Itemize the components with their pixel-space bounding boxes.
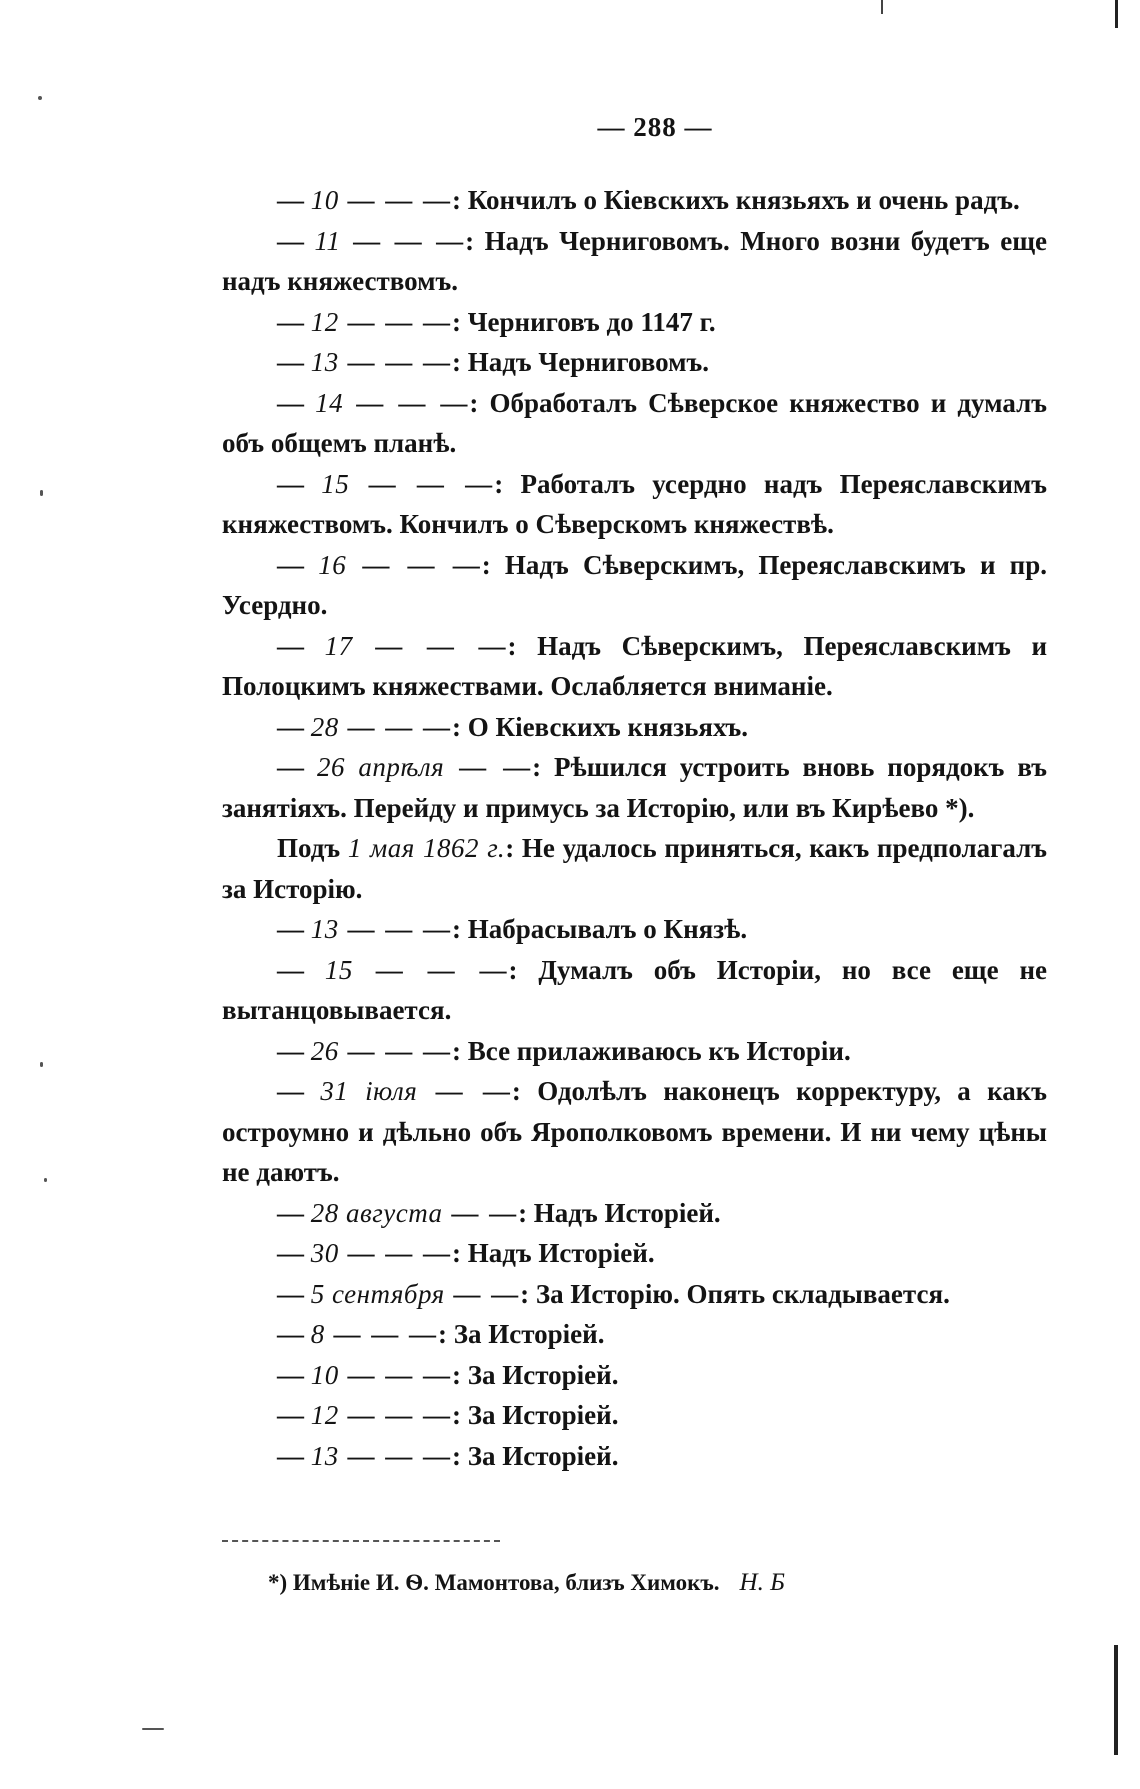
entry-text: : Набрасывалъ о Князѣ. [452, 914, 748, 944]
entry-dashes: — — — [338, 711, 452, 742]
entry-dashes: — — — [338, 1359, 452, 1390]
diary-entry [222, 1031, 1047, 1072]
entry-dashes: — — — [338, 914, 452, 944]
entry-dashes: — — [444, 1278, 521, 1309]
entry-lead: — [277, 1440, 311, 1471]
entry-text: : Кончилъ о Кіевскихъ князьяхъ и очень радъ. [452, 185, 1020, 215]
entry-date: 5 сентября [310, 1278, 445, 1309]
diary-entry [222, 1436, 1047, 1477]
scan-edge-mark [1114, 1645, 1118, 1755]
entry-dashes: — — — [352, 630, 508, 661]
diary-entry [222, 180, 1047, 221]
diary-entry [222, 383, 1047, 464]
entry-text: : Не удалось приняться, какъ предполагалъ за Исторію. [222, 833, 1048, 904]
entry-lead: — [277, 630, 325, 661]
diary-entry [222, 464, 1047, 545]
entry-lead: — [277, 347, 311, 377]
entry-dashes: — — — [338, 1238, 452, 1268]
entry-lead: — [277, 1278, 311, 1309]
entry-date: 8 [310, 1319, 325, 1349]
entry-lead: Подъ [277, 833, 348, 863]
entry-date: 13 [310, 914, 339, 944]
diary-entry [222, 1395, 1047, 1436]
entry-date: 10 [310, 1359, 339, 1390]
entry-dashes: — — — [338, 306, 452, 337]
entry-lead: — [277, 1238, 311, 1268]
footnote-text: *) Имѣніе И. Ѳ. Мамонтова, близъ Химокъ. [268, 1570, 720, 1595]
scan-speck [40, 490, 43, 496]
entry-lead: — [277, 225, 315, 256]
entry-dashes: — — — [346, 549, 482, 580]
entry-text: : За Исторіей. [452, 1400, 619, 1430]
entry-date: 28 августа [310, 1197, 443, 1228]
entry-lead: — [277, 468, 322, 499]
entry-dashes: — — — [340, 225, 466, 256]
entry-text: : Надъ Черниговомъ. [452, 347, 710, 377]
entry-text: : За Исторіей. [452, 1440, 619, 1471]
entry-date: 11 [314, 225, 341, 256]
entry-dashes: — — — [352, 954, 509, 985]
diary-entry [222, 1314, 1047, 1355]
entry-dashes: — — — [338, 185, 452, 215]
entry-date: 26 апрѣля [316, 752, 445, 782]
diary-entry [222, 1274, 1047, 1315]
diary-entry [222, 1193, 1047, 1234]
entry-text: : Рѣшился устроить вновь порядокъ въ занятіяхъ. Перейду и примусь за Исторію, или въ Кирѣево *). [222, 752, 1048, 823]
entry-lead: — [277, 1359, 311, 1390]
entry-date: 12 [310, 306, 339, 337]
entry-text: : Черниговъ до 1147 г. [452, 306, 716, 337]
diary-entry [222, 545, 1047, 626]
entry-date: 1 мая 1862 г. [347, 833, 506, 863]
entry-text: : Одолѣлъ наконецъ корректуру, а какъ остроумно и дѣльно объ Ярополковомъ времени. И ни чему цѣны не даютъ. [222, 1076, 1048, 1187]
entry-lead: — [277, 1319, 311, 1349]
entry-date: 15 [324, 954, 353, 985]
entry-text: : Надъ Исторіей. [518, 1197, 721, 1228]
entry-lead: — [277, 1035, 311, 1066]
footnote-divider [222, 1540, 500, 1542]
entry-lead: — [277, 306, 311, 337]
entry-dashes: — — — [338, 1035, 452, 1066]
entry-text: : Обработалъ Сѣверское княжество и думалъ объ общемъ планѣ. [222, 387, 1047, 458]
entry-dashes: — — [444, 752, 533, 782]
diary-entry [222, 707, 1047, 748]
scan-mark [881, 0, 883, 14]
scan-speck [38, 96, 42, 100]
entry-date: 10 [310, 185, 339, 215]
diary-entry [222, 909, 1047, 950]
entry-date: 15 [321, 468, 350, 499]
entry-dashes: — — — [338, 1440, 452, 1471]
entry-lead: — [277, 752, 317, 782]
entry-text: : Надъ Сѣверскимъ, Переяславскимъ и пр. Усердно. [222, 549, 1048, 620]
entry-lead: — [277, 914, 311, 944]
entry-date: 30 [310, 1238, 339, 1268]
entry-date: 13 [310, 1440, 339, 1471]
entry-text: : Надъ Сѣверскимъ, Переяславскимъ и Полоцкимъ княжествами. Ослабляется вниманіе. [222, 630, 1048, 701]
entry-text: : Надъ Черниговомъ. Много возни будетъ еще надъ княжествомъ. [222, 225, 1048, 296]
footnote-initials: Н. Б [739, 1569, 785, 1596]
entry-lead: — [277, 185, 311, 215]
entry-dashes: — — — [324, 1319, 438, 1349]
entry-lead: — [277, 1400, 311, 1430]
diary-entry [222, 747, 1047, 828]
entry-text: : Надъ Исторіей. [452, 1238, 655, 1268]
diary-entry [222, 1233, 1047, 1274]
diary-entry [222, 950, 1047, 1031]
entry-dashes: — — [442, 1197, 519, 1228]
entry-dashes: — — — [338, 1400, 452, 1430]
entry-date: 17 [324, 630, 353, 661]
entry-dashes: — — — [349, 468, 495, 499]
diary-entry [222, 828, 1047, 909]
scan-speck [44, 1178, 47, 1182]
entry-date: 13 [310, 347, 339, 377]
scan-edge-mark [1115, 0, 1118, 28]
entry-text: : За Исторіей. [438, 1319, 605, 1349]
scan-speck [142, 1728, 164, 1730]
diary-entry [222, 626, 1047, 707]
entry-text: : Все прилаживаюсь къ Исторіи. [452, 1035, 851, 1066]
entry-lead: — [277, 711, 311, 742]
entry-lead: — [277, 387, 316, 418]
entry-lead: — [277, 954, 325, 985]
page-number: — 288 — [597, 112, 713, 142]
scan-speck [40, 1062, 43, 1067]
diary-entries [222, 180, 1047, 1476]
entry-dashes: — — — [338, 347, 452, 377]
entry-text: : О Кіевскихъ князьяхъ. [452, 711, 748, 742]
entry-dashes: — — — [343, 387, 470, 418]
diary-entry [222, 1355, 1047, 1396]
diary-entry [222, 221, 1047, 302]
entry-text: : За Исторіей. [452, 1359, 619, 1390]
entry-lead: — [277, 1076, 321, 1106]
entry-lead: — [277, 1197, 311, 1228]
entry-dashes: — — [417, 1076, 512, 1106]
entry-date: 28 [310, 711, 339, 742]
entry-date: 26 [310, 1035, 339, 1066]
footnote [268, 1566, 1048, 1600]
diary-entry [222, 1071, 1047, 1193]
entry-text: : За Исторію. Опять складывается. [520, 1278, 950, 1309]
entry-text: : Думалъ объ Исторіи, но все еще не вытанцовывается. [222, 954, 1048, 1025]
entry-date: 31 іюля [320, 1076, 418, 1106]
diary-entry [222, 302, 1047, 343]
entry-text: : Работалъ усердно надъ Переяславскимъ княжествомъ. Кончилъ о Сѣверскомъ княжествѣ. [222, 468, 1048, 539]
entry-date: 14 [315, 387, 344, 418]
entry-date: 12 [310, 1400, 339, 1430]
entry-lead: — [277, 549, 319, 580]
entry-date: 16 [318, 549, 347, 580]
diary-entry [222, 342, 1047, 383]
